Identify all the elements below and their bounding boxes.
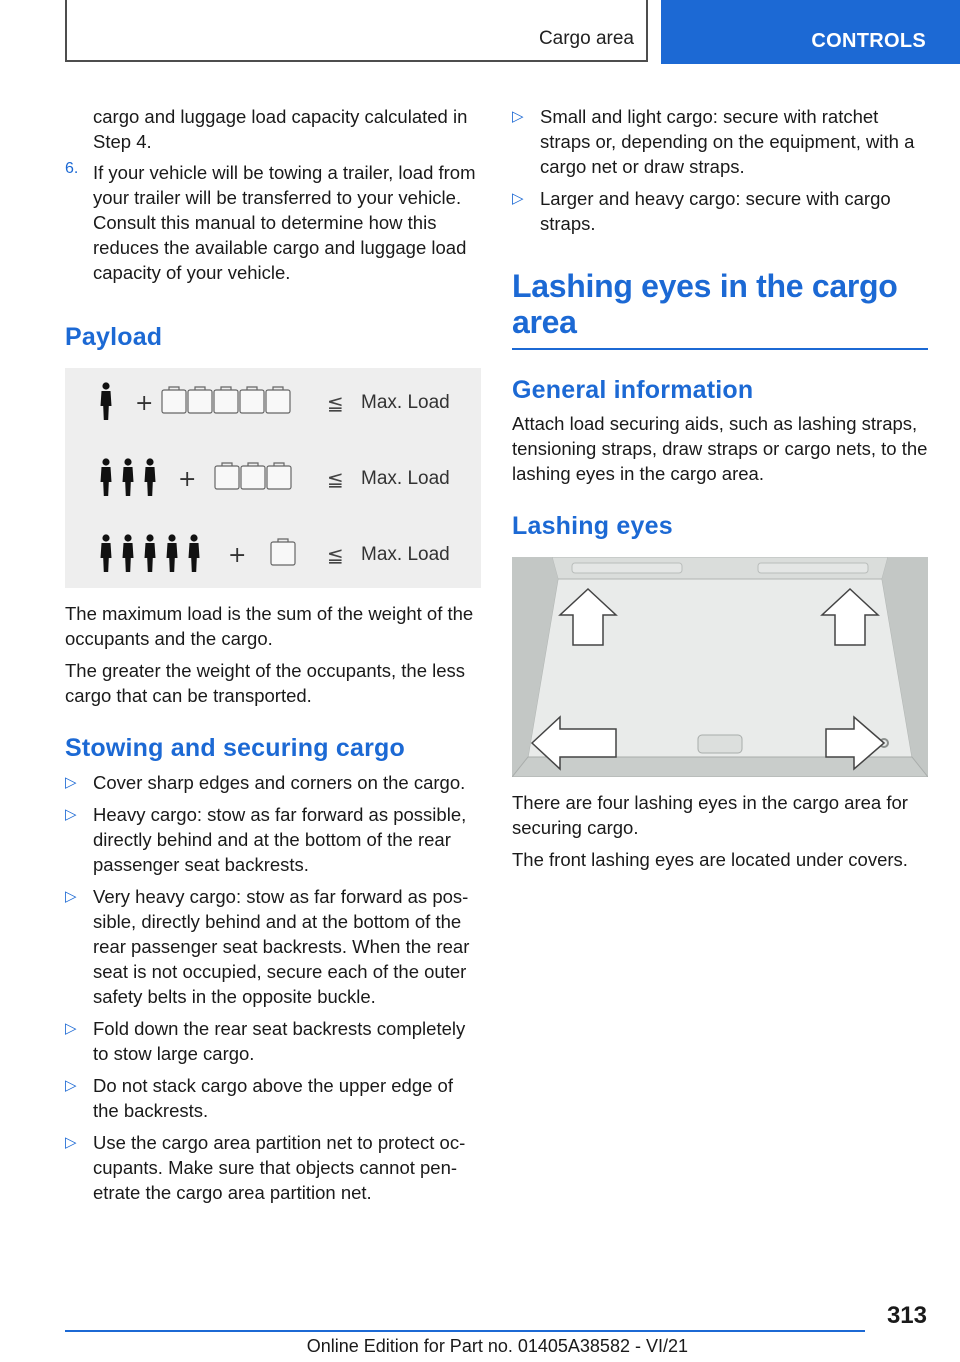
right-column xyxy=(512,104,928,879)
list-item xyxy=(65,1016,481,1066)
luggage-icon xyxy=(241,463,265,489)
max-load-label: Max. Load xyxy=(361,468,450,489)
lashing-eyes-paragraph-1: There are four lashing eyes in the cargo area for securing cargo. xyxy=(512,792,908,838)
person-icon xyxy=(167,534,178,572)
luggage-icon xyxy=(214,387,238,413)
payload-paragraph-1: The maximum load is the sum of the weight of the occupants and the cargo. xyxy=(65,603,474,649)
luggage-icon xyxy=(240,387,264,413)
person-icon xyxy=(101,382,112,420)
svg-text:+: + xyxy=(178,467,197,492)
triangle-bullet-icon: ▷ xyxy=(65,774,77,791)
list-item-text: Small and light cargo: secure with ratchet straps or, depending on the equipment, with a cargo net or draw straps. xyxy=(540,106,915,177)
payload-heading: Payload xyxy=(65,323,163,351)
page-number: 313 xyxy=(886,1302,927,1329)
left-column xyxy=(65,104,481,1212)
payload-figure xyxy=(65,368,481,588)
list-item-text: Cover sharp edges and corners on the cargo. xyxy=(93,772,466,793)
header-section-title: Cargo area xyxy=(538,28,634,49)
stowing-heading: Stowing and securing cargo xyxy=(65,734,405,762)
less-equal-symbol: ≦ xyxy=(327,543,344,567)
header-chapter-tab xyxy=(661,0,960,64)
lashing-eyes-heading: Lashing eyes xyxy=(512,512,673,540)
list-item xyxy=(65,770,481,795)
luggage-icon xyxy=(215,463,239,489)
person-icon xyxy=(145,458,156,496)
step-text: If your vehicle will be towing a trailer, load from your trailer will be transferred to your vehicle. Consult this manual to determine how this reduces the available cargo and luggage load capacity of your vehicle. xyxy=(93,162,476,283)
lashing-eyes-paragraph-2: The front lashing eyes are located under covers. xyxy=(512,849,908,870)
triangle-bullet-icon: ▷ xyxy=(65,1134,77,1151)
list-item-text: Very heavy cargo: stow as far forward as possible, directly behind and at the bottom of the rear passenger seat backrests. When the rear seat is not occupied, secure each of the outer safety belts in the opposite buckle. xyxy=(93,886,470,1007)
triangle-bullet-icon: ▷ xyxy=(512,108,524,125)
luggage-icon xyxy=(267,463,291,489)
payload-diagram xyxy=(65,368,481,588)
luggage-icon xyxy=(162,387,186,413)
footer-divider xyxy=(65,1330,865,1332)
triangle-bullet-icon: ▷ xyxy=(512,190,524,207)
max-load-label: Max. Load xyxy=(361,544,450,565)
triangle-bullet-icon: ▷ xyxy=(65,806,77,823)
list-item xyxy=(65,884,481,1009)
max-load-label: Max. Load xyxy=(361,392,450,413)
luggage-icon xyxy=(271,539,295,565)
header-chapter-title: CONTROLS xyxy=(811,30,926,52)
list-item-text: Fold down the rear seat backrests completely to stow large cargo. xyxy=(93,1018,466,1064)
person-icon xyxy=(101,458,112,496)
list-item xyxy=(65,1073,481,1123)
cargo-area-figure xyxy=(512,557,928,777)
luggage-icon xyxy=(188,387,212,413)
header-section-box xyxy=(65,0,648,62)
general-information-heading: General information xyxy=(512,376,754,404)
list-item-text: Heavy cargo: stow as far forward as possible, directly behind and at the bottom of the rear passenger seat backrests. xyxy=(93,804,467,875)
list-item xyxy=(65,802,481,877)
list-item-text: Do not stack cargo above the upper edge of the backrests. xyxy=(93,1075,453,1121)
payload-paragraph-2: The greater the weight of the occupants, the less cargo that can be transported. xyxy=(65,660,466,706)
triangle-bullet-icon: ▷ xyxy=(65,888,77,905)
person-icon xyxy=(145,534,156,572)
svg-text:+: + xyxy=(228,543,247,568)
list-item-text: Use the cargo area partition net to protect occupants. Make sure that objects cannot penetrate the cargo area partition net. xyxy=(93,1132,466,1203)
triangle-bullet-icon: ▷ xyxy=(65,1077,77,1094)
person-icon xyxy=(101,534,112,572)
person-icon xyxy=(123,458,134,496)
step-item-6 xyxy=(65,160,481,285)
luggage-icon xyxy=(266,387,290,413)
step-number: 6. xyxy=(65,160,79,177)
person-icon xyxy=(189,534,200,572)
svg-text:+: + xyxy=(135,391,154,416)
general-information-paragraph: Attach load securing aids, such as lashing straps, tensioning straps, draw straps or cargo nets, to the lashing eyes in the cargo area. xyxy=(512,413,928,484)
list-item xyxy=(512,186,928,236)
lashing-eyes-main-heading: Lashing eyes in the cargo area xyxy=(512,268,928,350)
less-equal-symbol: ≦ xyxy=(327,467,344,491)
cargo-area-illustration xyxy=(512,557,928,777)
less-equal-symbol: ≦ xyxy=(327,391,344,415)
list-item-text: Larger and heavy cargo: secure with cargo straps. xyxy=(540,188,891,234)
footer-edition-text: Online Edition for Part no. 01405A38582 - VI/21 xyxy=(306,1336,688,1356)
triangle-bullet-icon: ▷ xyxy=(65,1020,77,1037)
person-icon xyxy=(123,534,134,572)
step-continuation: cargo and luggage load capacity calculated in Step 4. xyxy=(93,106,468,152)
list-item xyxy=(65,1130,481,1205)
list-item xyxy=(512,104,928,179)
